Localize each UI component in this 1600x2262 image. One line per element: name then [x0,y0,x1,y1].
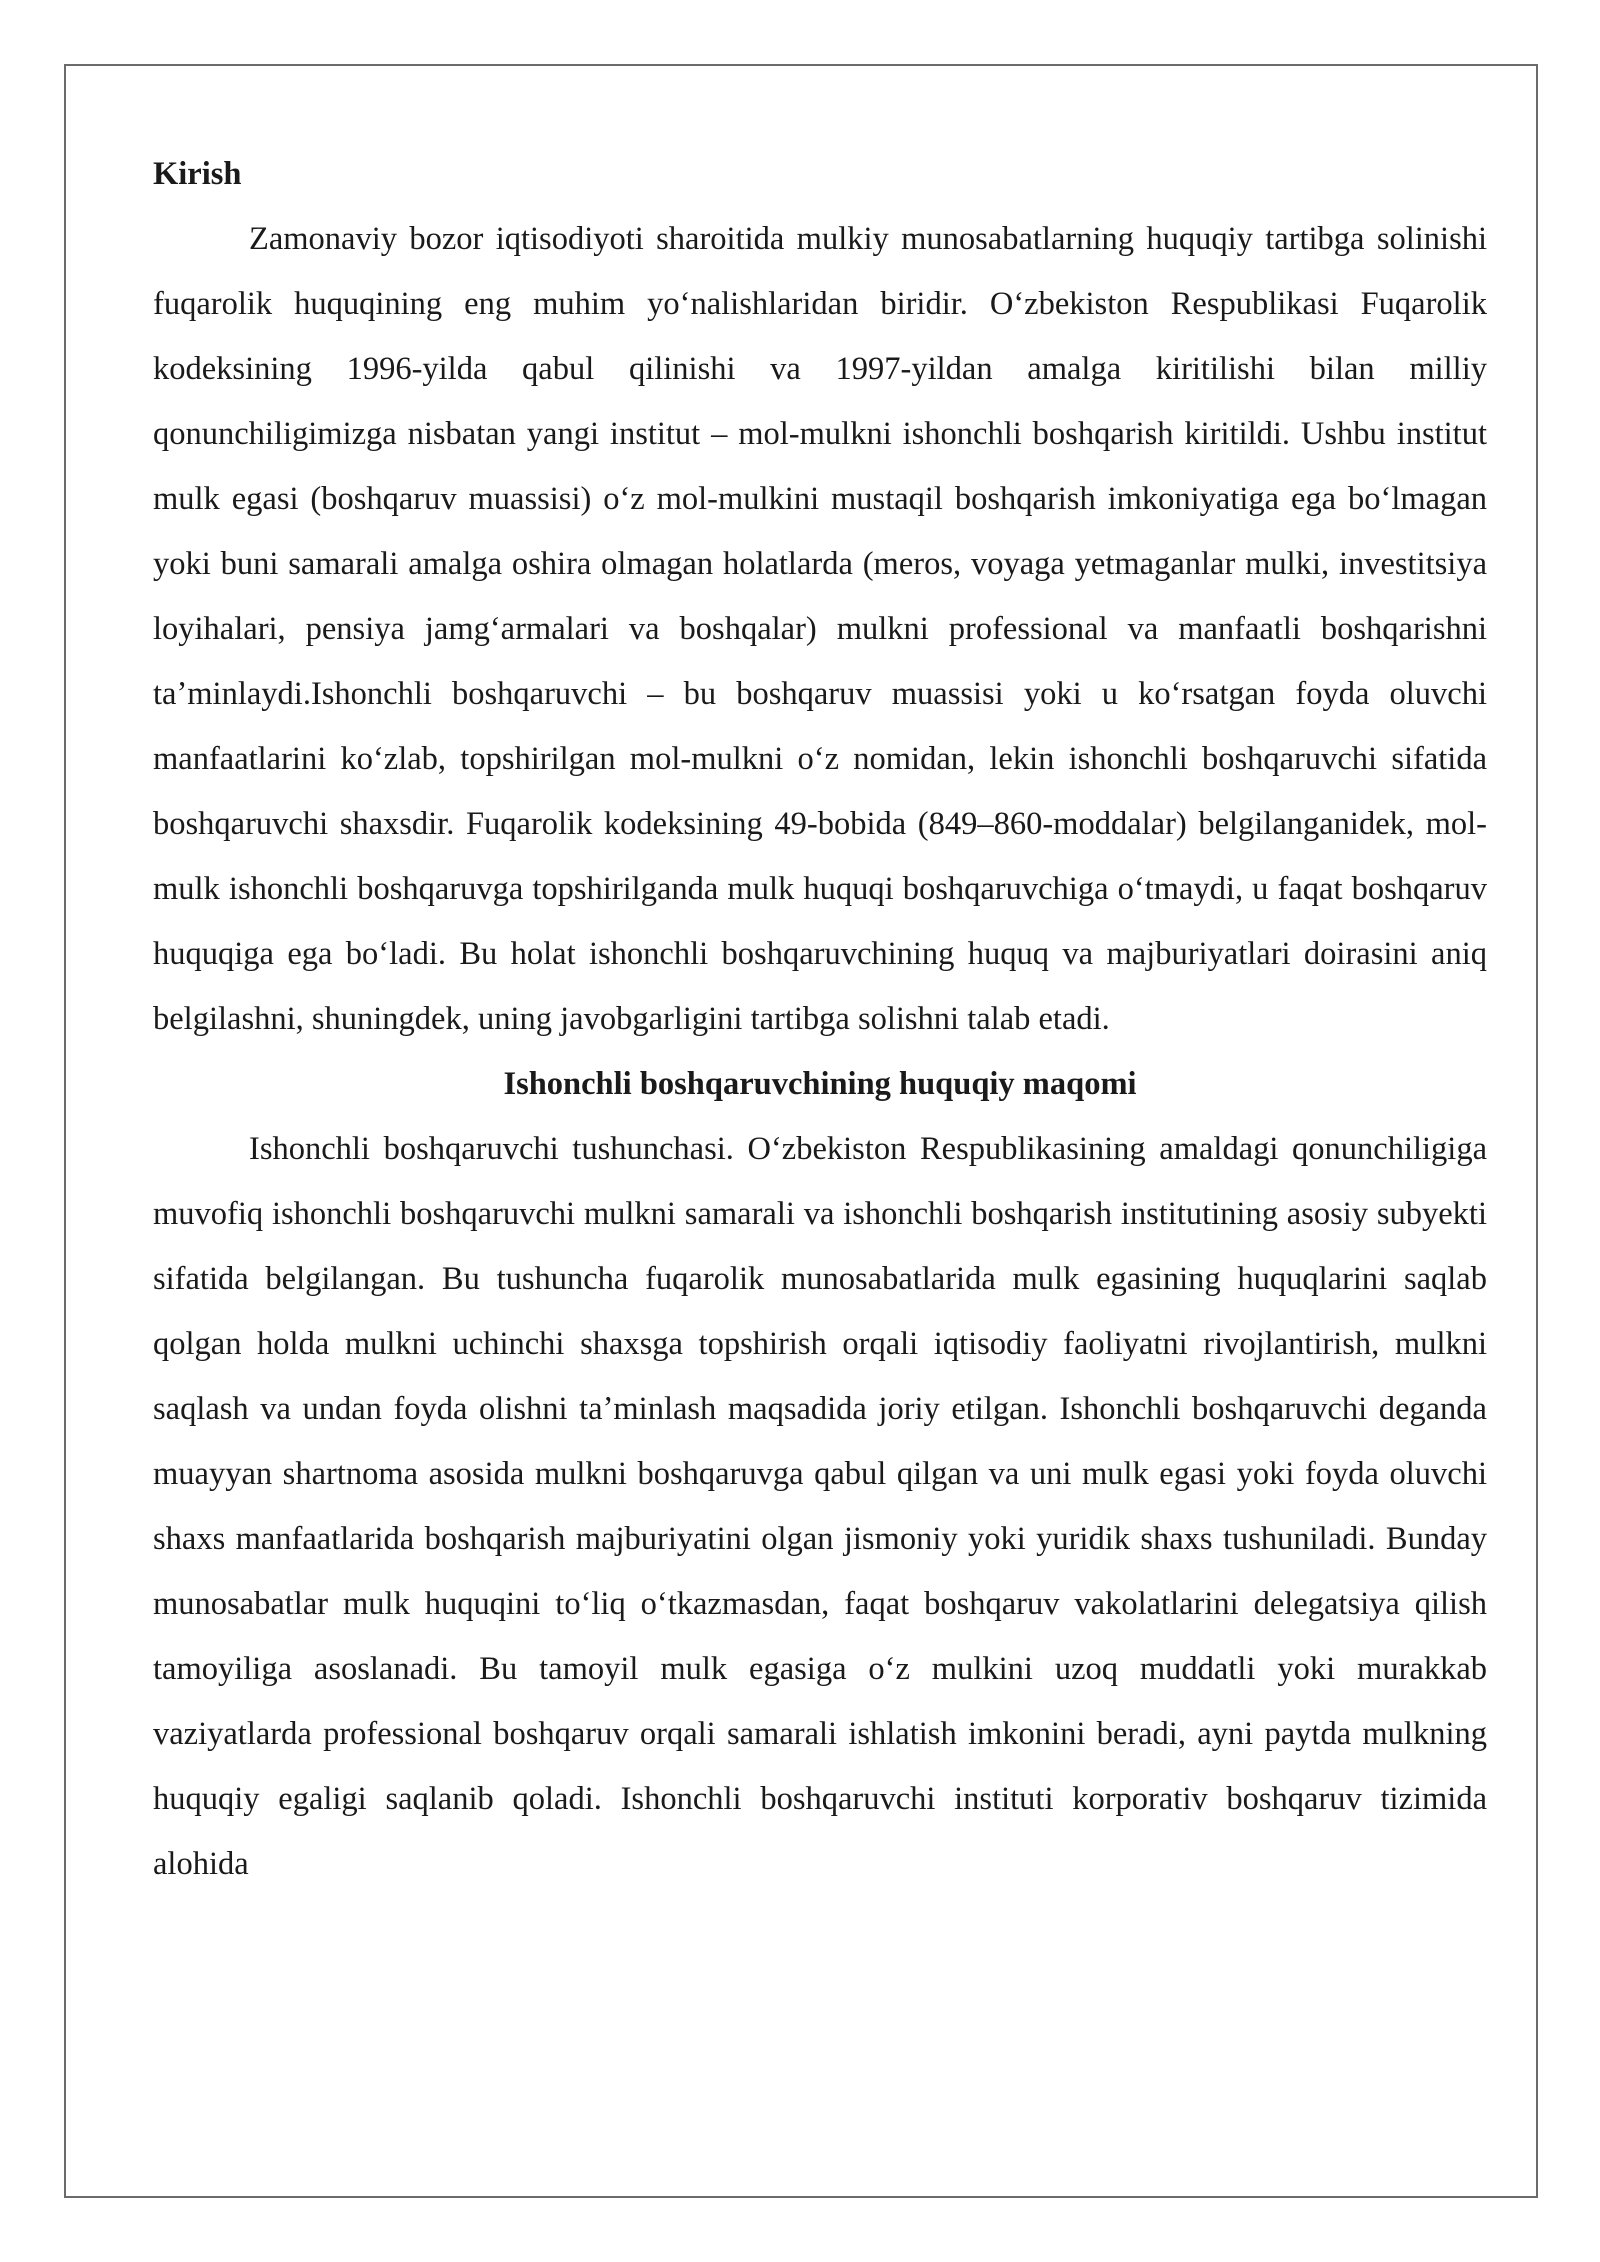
intro-paragraph: Zamonaviy bozor iqtisodiyoti sharoitida mulkiy munosabatlarning huquqiy tartibga solinishi fuqarolik huquqining eng muhim yoʻnalishlaridan biridir. Oʻzbekiston Respublikasi Fuqarolik kodeksining 1996-yilda qabul qilinishi va 1997-yildan amalga kiritilishi bilan milliy qonunchiligimizga nisbatan yangi institut – mol-mulkni ishonchli boshqarish kiritildi. Ushbu institut mulk egasi (boshqaruv muassisi) oʻz mol-mulkini mustaqil boshqarish imkoniyatiga ega boʻlmagan yoki buni samarali amalga oshira olmagan holatlarda (meros, voyaga yetmaganlar mulki, investitsiya loyihalari, pensiya jamgʻarmalari va boshqalar) mulkni professional va manfaatli boshqarishni taʼminlaydi.Ishonchli boshqaruvchi – bu boshqaruv muassisi yoki u koʻrsatgan foyda oluvchi manfaatlarini koʻzlab, topshirilgan mol-mulkni oʻz nomidan, lekin ishonchli boshqaruvchi sifatida boshqaruvchi shaxsdir. Fuqarolik kodeksining 49-bobida (849–860-moddalar) belgilanganidek, mol-mulk ishonchli boshqaruvga topshirilganda mulk huquqi boshqaruvchiga oʻtmaydi, u faqat boshqaruv huquqiga ega boʻladi. Bu holat ishonchli boshqaruvchining huquq va majburiyatlari doirasini aniq belgilashni, shuningdek, uning javobgarligini tartibga solishni talab etadi. [153,221,1487,1037]
section-title: Ishonchli boshqaruvchining huquqiy maqomi [503,1066,1137,1102]
section-paragraph: Ishonchli boshqaruvchi tushunchasi. Oʻzbekiston Respublikasining amaldagi qonunchiligiga muvofiq ishonchli boshqaruvchi mulkni samarali va ishonchli boshqarish institutining asosiy subyekti sifatida belgilangan. Bu tushuncha fuqarolik munosabatlarida mulk egasining huquqlarini saqlab qolgan holda mulkni uchinchi shaxsga topshirish orqali iqtisodiy faoliyatni rivojlantirish, mulkni saqlash va undan foyda olishni taʼminlash maqsadida joriy etilgan. Ishonchli boshqaruvchi deganda muayyan shartnoma asosida mulkni boshqaruvga qabul qilgan va uni mulk egasi yoki foyda oluvchi shaxs manfaatlarida boshqarish majburiyatini olgan jismoniy yoki yuridik shaxs tushuniladi. Bunday munosabatlar mulk huquqini toʻliq oʻtkazmasdan, faqat boshqaruv vakolatlarini delegatsiya qilish tamoyiliga asoslanadi. Bu tamoyil mulk egasiga oʻz mulkini uzoq muddatli yoki murakkab vaziyatlarda professional boshqaruv orqali samarali ishlatish imkonini beradi, ayni paytda mulkning huquqiy egaligi saqlanib qoladi. Ishonchli boshqaruvchi instituti korporativ boshqaruv tizimida alohida [153,1131,1487,1882]
intro-heading: Kirish [153,156,242,192]
document-body [153,142,1487,1897]
